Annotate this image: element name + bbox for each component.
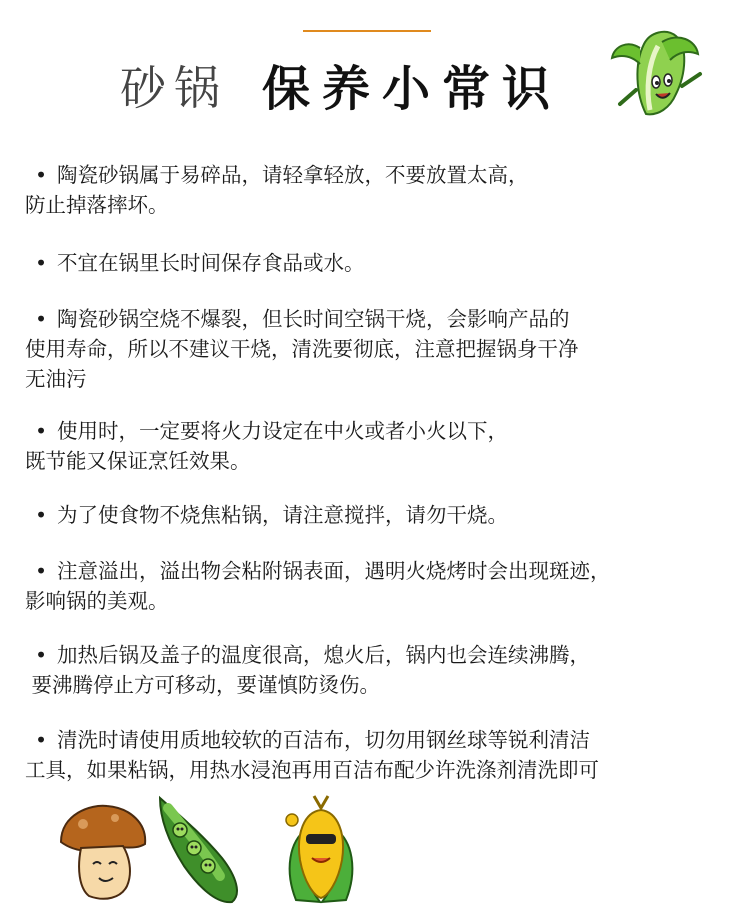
tip-line-1: 注意溢出，溢出物会粘附锅表面，遇明火烧烤时会出现斑迹， [57,559,611,583]
tip-line-1: 清洗时请使用质地较软的百洁布，切勿用钢丝球等锐利清洁 [57,728,590,752]
tip-continuation: 防止掉落摔坏。 [25,193,169,217]
list-item [25,556,611,616]
list-item [25,500,508,530]
list-item [25,725,599,785]
tip-line-1: 陶瓷砂锅属于易碎品，请轻拿轻放，不要放置太高， [57,163,529,187]
list-item [25,640,590,700]
list-item [25,248,365,278]
bullet-icon: • [34,559,48,583]
tip-line-1: 为了使食物不烧焦粘锅，请注意搅拌，请勿干烧。 [57,503,508,527]
corn-mascot-icon [276,790,366,906]
tip-continuation: 影响锅的美观。 [25,589,169,613]
title-bold-part: 保养小常识 [262,61,563,117]
list-item [25,160,529,220]
pea-pod-mascot-icon [150,794,250,906]
bullet-icon: • [34,307,48,331]
bullet-icon: • [34,251,48,275]
mushroom-mascot-icon [55,802,150,902]
tip-continuation: 既节能又保证烹饪效果。 [25,449,251,473]
bullet-icon: • [34,163,48,187]
bullet-icon: • [34,643,48,667]
mascot-row [0,790,750,910]
list-item [25,416,508,476]
tip-line-1: 不宜在锅里长时间保存食品或水。 [57,251,365,275]
bullet-icon: • [34,728,48,752]
tip-line-1: 陶瓷砂锅空烧不爆裂，但长时间空锅干烧，会影响产品的 [57,307,570,331]
tip-line-1: 使用时，一定要将火力设定在中火或者小火以下， [57,419,508,443]
tip-continuation: 工具，如果粘锅，用热水浸泡再用百洁布配少许洗涤剂清洗即可 [25,758,599,782]
cabbage-mascot-icon [606,24,706,120]
tip-continuation: 要沸腾停止方可移动，要谨慎防烫伤。 [25,673,381,697]
bullet-icon: • [34,419,48,443]
title-accent-rule [303,30,431,32]
tip-continuation: 使用寿命，所以不建议干烧，清洗要彻底，注意把握锅身干净 无油污 [25,337,579,391]
bullet-icon: • [34,503,48,527]
title-light-part: 砂锅 [120,61,228,115]
tip-line-1: 加热后锅及盖子的温度很高，熄火后，锅内也会连续沸腾， [57,643,590,667]
list-item [25,304,579,394]
